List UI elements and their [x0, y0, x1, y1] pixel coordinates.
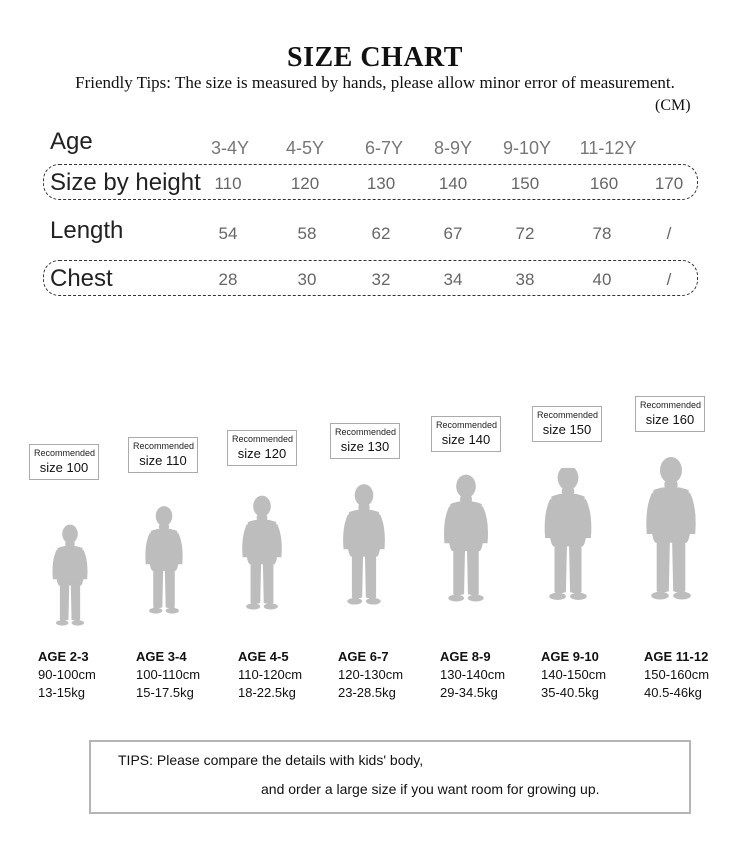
recommended-size: size 120	[237, 446, 287, 461]
kid-height: 140-150cm	[541, 667, 607, 682]
length-cell: 78	[592, 224, 612, 243]
kid-info	[238, 648, 302, 702]
recommended-label: Recommended	[537, 410, 599, 420]
recommended-label: Recommended	[133, 441, 195, 451]
recommended-size-box	[635, 396, 705, 432]
kid-age: AGE 3-4	[136, 649, 187, 664]
height-cell: 110	[214, 174, 242, 193]
kid-weight: 13-15kg	[38, 685, 85, 700]
length-cell: 54	[218, 224, 238, 243]
height-row-label: Size by height	[50, 169, 201, 196]
recommended-label: Recommended	[335, 427, 397, 437]
age-header-cell: 8-9Y	[433, 138, 473, 158]
height-cell: 140	[438, 174, 468, 193]
chest-cell: 38	[515, 270, 535, 289]
chest-cell: 28	[218, 270, 238, 289]
recommended-size: size 150	[542, 422, 592, 437]
recommended-size-box	[431, 416, 501, 452]
unit-label: (CM)	[655, 97, 691, 114]
height-cell: 160	[589, 174, 619, 193]
kid-silhouette-icon	[232, 480, 292, 610]
kid-height: 130-140cm	[440, 667, 506, 682]
height-cell: 150	[510, 174, 540, 193]
chest-cell: 40	[592, 270, 612, 289]
age-row-label: Age	[50, 128, 93, 155]
height-cell: 130	[366, 174, 396, 193]
recommended-size: size 140	[441, 432, 491, 447]
chest-cell: 34	[443, 270, 463, 289]
recommended-size: size 160	[645, 412, 695, 427]
tips-line-1: TIPS: Please compare the details with kids' body,	[118, 752, 424, 768]
recommended-size-box	[532, 406, 602, 442]
recommended-size-box	[330, 423, 400, 459]
length-cell: 72	[515, 224, 535, 243]
kid-weight: 15-17.5kg	[136, 685, 194, 700]
recommended-size: size 110	[139, 453, 187, 468]
chest-row-label: Chest	[50, 265, 113, 292]
recommended-size: size 130	[340, 439, 390, 454]
kid-silhouette-icon	[40, 496, 100, 626]
kid-silhouette-icon	[436, 472, 496, 602]
kid-silhouette-icon	[538, 468, 598, 603]
kid-age: AGE 6-7	[338, 649, 389, 664]
length-cell: 58	[297, 224, 317, 243]
kid-silhouette-icon	[334, 475, 394, 605]
length-cell: /	[666, 224, 672, 243]
friendly-tips: Friendly Tips: The size is measured by hands, please allow minor error of measurement.	[75, 73, 675, 92]
kid-silhouette-icon	[134, 484, 194, 614]
kid-weight: 18-22.5kg	[238, 685, 296, 700]
page-title: SIZE CHART	[287, 42, 463, 73]
height-cell: 120	[290, 174, 320, 193]
recommended-size-box	[29, 444, 99, 480]
kid-age: AGE 9-10	[541, 649, 599, 664]
kid-info	[136, 648, 200, 702]
kid-height: 110-120cm	[238, 667, 303, 682]
chest-cell: /	[666, 270, 672, 289]
age-header-cell: 11-12Y	[579, 138, 637, 158]
kid-height: 150-160cm	[644, 667, 710, 682]
length-row-label: Length	[50, 217, 124, 244]
kid-info	[338, 648, 403, 702]
height-cell: 170	[654, 174, 684, 193]
recommended-size-box	[227, 430, 297, 466]
age-header-cell: 9-10Y	[502, 138, 552, 158]
tips-line-2: and order a large size if you want room for growing up.	[261, 781, 600, 797]
kid-height: 100-110cm	[136, 667, 201, 682]
kid-weight: 35-40.5kg	[541, 685, 599, 700]
kid-info	[440, 648, 505, 702]
recommended-size-box	[128, 437, 198, 473]
recommended-label: Recommended	[436, 420, 498, 430]
kid-weight: 40.5-46kg	[644, 685, 702, 700]
recommended-label: Recommended	[232, 434, 294, 444]
kid-age: AGE 2-3	[38, 649, 89, 664]
length-cell: 67	[443, 224, 463, 243]
kid-silhouette-icon	[641, 454, 701, 604]
kid-height: 90-100cm	[38, 667, 96, 682]
kid-age: AGE 4-5	[238, 649, 289, 664]
chest-cell: 32	[371, 270, 391, 289]
kid-height: 120-130cm	[338, 667, 404, 682]
age-header-cell: 3-4Y	[210, 138, 250, 158]
chest-cell: 30	[297, 270, 317, 289]
kid-age: AGE 8-9	[440, 649, 491, 664]
kid-weight: 23-28.5kg	[338, 685, 396, 700]
length-cell: 62	[371, 224, 391, 243]
age-header-cell: 6-7Y	[364, 138, 404, 158]
recommended-label: Recommended	[34, 448, 96, 458]
kid-info	[38, 648, 96, 702]
kid-info	[541, 648, 606, 702]
kid-age: AGE 11-12	[644, 649, 709, 664]
age-header-cell: 4-5Y	[285, 138, 325, 158]
kid-weight: 29-34.5kg	[440, 685, 498, 700]
kid-info	[644, 648, 709, 702]
recommended-label: Recommended	[640, 400, 702, 410]
recommended-size: size 100	[39, 460, 89, 475]
